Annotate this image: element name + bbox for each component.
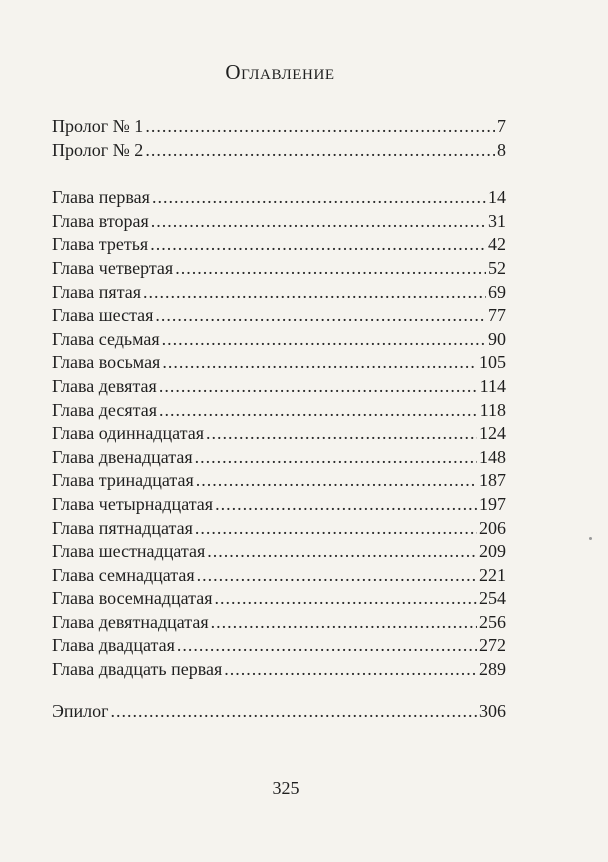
toc-entry-prologue-2: [52, 139, 506, 163]
toc-entry-label: Эпилог: [52, 700, 109, 721]
toc-entry-chapter-12: [52, 446, 506, 470]
toc-entry-page: 31: [488, 210, 506, 231]
toc-entry-chapter-5: [52, 281, 506, 305]
dot-leader: [143, 281, 486, 305]
chapter-list: [52, 186, 506, 681]
toc-entry-chapter-20: [52, 634, 506, 658]
toc-entry-page: 42: [488, 234, 506, 255]
toc-entry-page: 124: [479, 423, 506, 444]
toc-entry-label: Глава пятая: [52, 281, 142, 302]
dot-leader: [162, 351, 477, 375]
toc-entry-page: 148: [479, 446, 506, 467]
toc-entry-page: 14: [488, 187, 506, 208]
toc-entry-chapter-13: [52, 469, 506, 493]
toc-entry-label: Глава двенадцатая: [52, 446, 193, 467]
toc-entry-chapter-18: [52, 587, 506, 611]
toc-entry-chapter-9: [52, 375, 506, 399]
toc-entry-label: Глава четырнадцатая: [52, 493, 214, 514]
toc-entry-chapter-3: [52, 233, 506, 257]
section-gap: [52, 682, 506, 700]
toc-entry-label: Глава одиннадцатая: [52, 423, 204, 444]
toc-entry-label: Глава восемнадцатая: [52, 588, 213, 609]
toc-entry-label: Глава двадцать первая: [52, 659, 223, 680]
toc-entry-prologue-1: [52, 115, 506, 139]
toc-entry-label: Глава девятнадцатая: [52, 611, 209, 632]
toc-entry-label: Глава шестая: [52, 305, 154, 326]
toc-entry-label: Глава двадцатая: [52, 635, 175, 656]
toc-entry-chapter-19: [52, 611, 506, 635]
toc-entry-page: 254: [479, 588, 506, 609]
toc-entry-chapter-14: [52, 493, 506, 517]
toc-entry-page: 272: [479, 635, 506, 656]
toc-entry-page: 209: [479, 541, 506, 562]
section-gap: [52, 162, 506, 186]
toc-entry-page: 105: [479, 352, 506, 373]
toc-entry-label: Глава пятнадцатая: [52, 517, 193, 538]
toc-entry-page: 306: [479, 700, 506, 721]
toc-entry-label: Глава тринадцатая: [52, 470, 194, 491]
dot-leader: [206, 422, 477, 446]
toc-entry-page: 221: [479, 564, 506, 585]
toc-entry-label: Глава десятая: [52, 399, 157, 420]
paper-speck: [589, 537, 592, 540]
dot-leader: [111, 700, 477, 724]
toc-entry-label: Глава шестнадцатая: [52, 541, 206, 562]
dot-leader: [215, 493, 477, 517]
toc-entry-page: 206: [479, 517, 506, 538]
toc-entry-page: 77: [488, 305, 506, 326]
toc-entry-chapter-15: [52, 517, 506, 541]
toc-entry-label: Глава четвертая: [52, 257, 174, 278]
toc-entry-page: 69: [488, 281, 506, 302]
toc-entry-chapter-4: [52, 257, 506, 281]
toc-entry-epilogue: [52, 700, 506, 724]
toc-entry-page: 197: [479, 493, 506, 514]
toc-entry-page: 7: [497, 116, 506, 136]
toc-entry-page: 52: [488, 257, 506, 278]
dot-leader: [151, 210, 486, 234]
toc-entry-chapter-16: [52, 540, 506, 564]
dot-leader: [145, 139, 495, 163]
toc-entry-label: Глава вторая: [52, 210, 149, 231]
dot-leader: [196, 469, 477, 493]
table-of-contents: [52, 115, 506, 723]
toc-entry-page: 114: [479, 375, 506, 396]
dot-leader: [152, 186, 486, 210]
toc-entry-page: 118: [479, 399, 506, 420]
dot-leader: [150, 233, 486, 257]
toc-entry-chapter-6: [52, 304, 506, 328]
toc-entry-chapter-1: [52, 186, 506, 210]
toc-entry-page: 256: [479, 611, 506, 632]
dot-leader: [155, 304, 486, 328]
page-title: Оглавление: [225, 60, 335, 84]
toc-entry-chapter-8: [52, 351, 506, 375]
toc-entry-label: Глава восьмая: [52, 352, 161, 373]
dot-leader: [207, 540, 477, 564]
toc-entry-chapter-11: [52, 422, 506, 446]
toc-entry-page: 187: [479, 470, 506, 491]
dot-leader: [159, 399, 478, 423]
toc-entry-page: 8: [497, 139, 506, 160]
toc-entry-label: Пролог № 2: [52, 139, 144, 160]
toc-entry-label: Глава третья: [52, 234, 149, 255]
toc-entry-chapter-10: [52, 399, 506, 423]
toc-entry-label: Глава первая: [52, 187, 150, 208]
dot-leader: [177, 634, 477, 658]
toc-entry-label: Глава девятая: [52, 375, 157, 396]
dot-leader: [197, 564, 477, 588]
toc-entry-chapter-21: [52, 658, 506, 682]
dot-leader: [145, 115, 495, 139]
page-number: 325: [272, 778, 300, 798]
dot-leader: [214, 587, 477, 611]
dot-leader: [175, 257, 486, 281]
toc-entry-chapter-2: [52, 210, 506, 234]
dot-leader: [211, 611, 477, 635]
dot-leader: [162, 328, 486, 352]
toc-entry-page: 289: [479, 659, 506, 680]
dot-leader: [159, 375, 478, 399]
dot-leader: [195, 446, 477, 470]
toc-entry-label: Пролог № 1: [52, 116, 144, 136]
dot-leader: [224, 658, 477, 682]
toc-entry-page: 90: [488, 328, 506, 349]
toc-entry-label: Глава семнадцатая: [52, 564, 195, 585]
toc-entry-label: Глава седьмая: [52, 328, 160, 349]
prologue-list: [52, 115, 506, 162]
dot-leader: [195, 517, 477, 541]
toc-entry-chapter-7: [52, 328, 506, 352]
toc-entry-chapter-17: [52, 564, 506, 588]
